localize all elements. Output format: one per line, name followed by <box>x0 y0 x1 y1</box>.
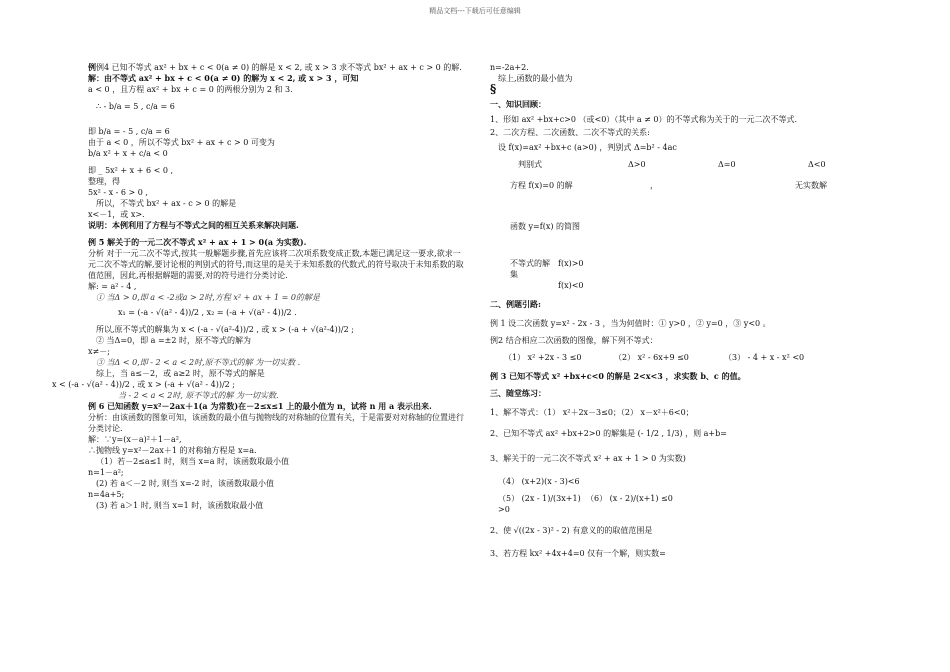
case-1: ① 当Δ > 0,即 a < -2或a > 2时,方程 x² + ax + 1 = 0的解是 <box>96 293 320 302</box>
solution-line-1: 解：由不等式 ax² + bx + c < 0(a ≠ 0) 的解为 x < 2, 或 x > 3 ，可知 <box>88 73 359 83</box>
case-2-solution: x≠－; <box>88 347 110 356</box>
section-practice: 三、随堂练习： <box>490 388 546 398</box>
solution-line-8: 整理，得 <box>88 177 120 186</box>
solution-6-b: ∴抛物线 y=x²－2ax＋1 的对称轴方程是 x=a. <box>88 446 257 455</box>
section-examples: 二、例题引路: <box>490 299 541 309</box>
example-2: 例2 结合相应二次函数的图像，解下列不等式： <box>490 336 658 345</box>
solution-line-6: b/a x² + x + c/a < 0 <box>88 149 168 158</box>
example-4: 例例4 已知不等式 ax² + bx + c < 0(a ≠ 0) 的解是 x < 2, 或 x > 3 求不等式 bx² + ax + c > 0 的解. <box>88 62 462 72</box>
example-2-item-2: （2） x² - 6x+9 ≤0 <box>614 353 689 362</box>
note-line: 说明：本例利用了方程与不等式之间的相互关系来解决问题. <box>88 220 299 230</box>
practice-2: 2、已知不等式 ax² +bx+2>0 的解集是 (- 1/2 , 1/3) ，则 a+b= <box>490 429 727 438</box>
summary-5-b: x < (-a - √(a² - 4))/2 , 或 x > (-a + √(a² - 4))/2 ; <box>52 380 235 389</box>
table-col-label: 判别式 <box>518 160 542 169</box>
solution-line-11: x<－1，或 x>. <box>88 210 145 219</box>
practice-7: 2、使 √((2x - 3)² - 2) 有意义的的取值范围是 <box>490 526 653 535</box>
solution-5-delta: 解: = a² - 4 , <box>88 282 137 291</box>
example-6: 例 6 已知函数 y=x²－2ax＋1(a 为常数)在－2≤x≤1 上的最小值为 n，试将 n 用 a 表示出来. <box>88 401 432 411</box>
summary-5-c: 当 - 2 < a < 2时, 原不等式的解 为一切实数. <box>118 391 279 400</box>
table-col-neg: Δ<0 <box>808 160 826 169</box>
review-2-def: 设 f(x)=ax² +bx+c (a>0) ，判别式 Δ=b² - 4ac <box>498 143 677 152</box>
practice-8: 3、若方程 kx² +4x+4=0 仅有一个解，则实数= <box>490 549 666 558</box>
practice-6: （6） (x - 2)/(x+1) ≤0 <box>586 494 673 503</box>
analysis-5: 分析 对于一元二次不等式,按其一般解题步骤,首先应该将二次项系数变成正数,本题已满足这一要求,欲求一元二次不等式的解,要讨论根的判别式的符号,而这里的是关于未知系数的代数式,的符号取决于未知系数的取值范围，因此,再根据解题的需要,对的符号进行分类讨论. <box>88 249 464 280</box>
table-ineq-label: 不等式的解集 <box>510 259 550 279</box>
practice-5-6 <box>490 493 870 515</box>
table-header-row <box>490 159 870 170</box>
table-ineq-row-1 <box>490 258 870 280</box>
example-1: 例 1 设二次函数 y=x² - 2x - 3 ，当为何值时：① y>0 ，② y=0 ，③ y<0 。 <box>490 319 771 328</box>
page-header: 精品文档---下载后可任意编辑 <box>429 7 521 15</box>
example-2-item-3: （3） - 4 + x - x² <0 <box>724 353 805 362</box>
solution-6-f: n=4a+5; <box>88 490 125 499</box>
summary-5-a: 综上，当 a≤－2，或 a≥2 时，原不等式的解是 <box>96 369 265 378</box>
table-ineq-gt: f(x)>0 <box>558 259 584 268</box>
section-symbol: § <box>490 82 497 96</box>
table-eq-none: 无实数解 <box>795 181 827 190</box>
case-2: ② 当Δ=0，即 a =±2 时，原不等式的解为 <box>96 336 252 345</box>
review-1: 1、形如 ax² +bx+c>0 （或<0）（其中 a ≠ 0）的不等式称为关于的一元二次不等式. <box>490 115 798 124</box>
case-3: ③ 当Δ < 0,即 - 2 < a < 2时,原不等式的解 为一切实数 . <box>96 358 301 367</box>
case-1-roots: x₁ = (-a - √(a² - 4))/2 , x₂ = (-a + √(a² - 4))/2 . <box>118 308 297 317</box>
solution-6-d: n=1－a²; <box>88 468 124 477</box>
solution-line-7: 即 _ 5x² + x + 6 < 0 , <box>88 166 174 175</box>
solution-line-4: 即 b/a = - 5 , c/a = 6 <box>88 127 170 136</box>
solution-line-5: 由于 a < 0 ，所以不等式 bx² + ax + c > 0 可变为 <box>88 138 275 147</box>
solution-6-c: （1）若－2≤a≤1 时，则当 x=a 时，该函数取最小值 <box>96 457 290 466</box>
solution-6-e: (2) 若 a＜－2 时, 则当 x=-2 时，该函数取最小值 <box>96 479 274 488</box>
review-2: 2、二次方程、二次函数、二次不等式的关系: <box>490 128 650 137</box>
left-column <box>52 62 466 511</box>
solution-line-10: 所以，不等式 bx² + ax - c > 0 的解是 <box>96 199 237 208</box>
table-eq-label: 方程 f(x)=0 的解 <box>510 181 573 190</box>
table-eq-row <box>490 180 870 191</box>
case-1-solution: 所以,原不等式的解集为 x < (-a - √(a²-4))/2 , 或 x > (-a + √(a²-4))/2 ; <box>96 325 354 334</box>
table-col-pos: Δ>0 <box>628 160 646 169</box>
practice-1: 1、解不等式：（1） x²＋2x－3≤0；（2） x－x²＋6<0； <box>490 408 694 417</box>
example-3: 例 3 已知不等式 x² +bx+c<0 的解是 2<x<3 ，求实数 b、c 的值。 <box>490 371 746 381</box>
analysis-6: 分析：由该函数的图象可知，该函数的最小值与抛物线的对称轴的位置有关，于是需要对对称轴的位置进行分类讨论. <box>88 413 464 433</box>
practice-4: （4） (x+2)(x - 3)<6 <box>498 477 580 486</box>
example-2-items <box>490 352 870 363</box>
solution-line-9: 5x² - x - 6 > 0 , <box>88 188 148 197</box>
right-line-1: 综上,函数的最小值为 <box>498 74 573 83</box>
practice-5: （5） (2x - 1)/(3x+1) >0 <box>498 494 581 514</box>
table-func-label: 函数 y=f(x) 的简图 <box>510 222 581 231</box>
table-eq-comma: ， <box>650 181 658 190</box>
example-5: 例 5 解关于的一元二次不等式 x² + ax + 1 > 0(a 为实数). <box>88 237 307 247</box>
solution-6-g: (3) 若 a＞1 时, 则当 x=1 时，该函数取最小值 <box>96 501 264 510</box>
right-line-0: n=-2a+2. <box>490 63 529 72</box>
solution-6-a: 解：∵y=(x－a)²＋1－a², <box>88 435 182 444</box>
practice-3: 3、解关于的一元二次不等式 x² + ax + 1 > 0 为实数) <box>490 454 686 463</box>
example-2-item-1: （1） x² +2x - 3 ≤0 <box>504 353 582 362</box>
right-column <box>490 62 870 559</box>
section-review: 一、知识回顾： <box>490 99 546 109</box>
solution-line-2: a < 0 ，且方程 ax² + bx + c = 0 的两根分别为 2 和 3. <box>88 85 293 94</box>
table-ineq-lt: f(x)<0 <box>558 281 584 290</box>
table-col-zero: Δ=0 <box>718 160 736 169</box>
solution-line-3: ∴ - b/a = 5 , c/a = 6 <box>96 102 175 111</box>
